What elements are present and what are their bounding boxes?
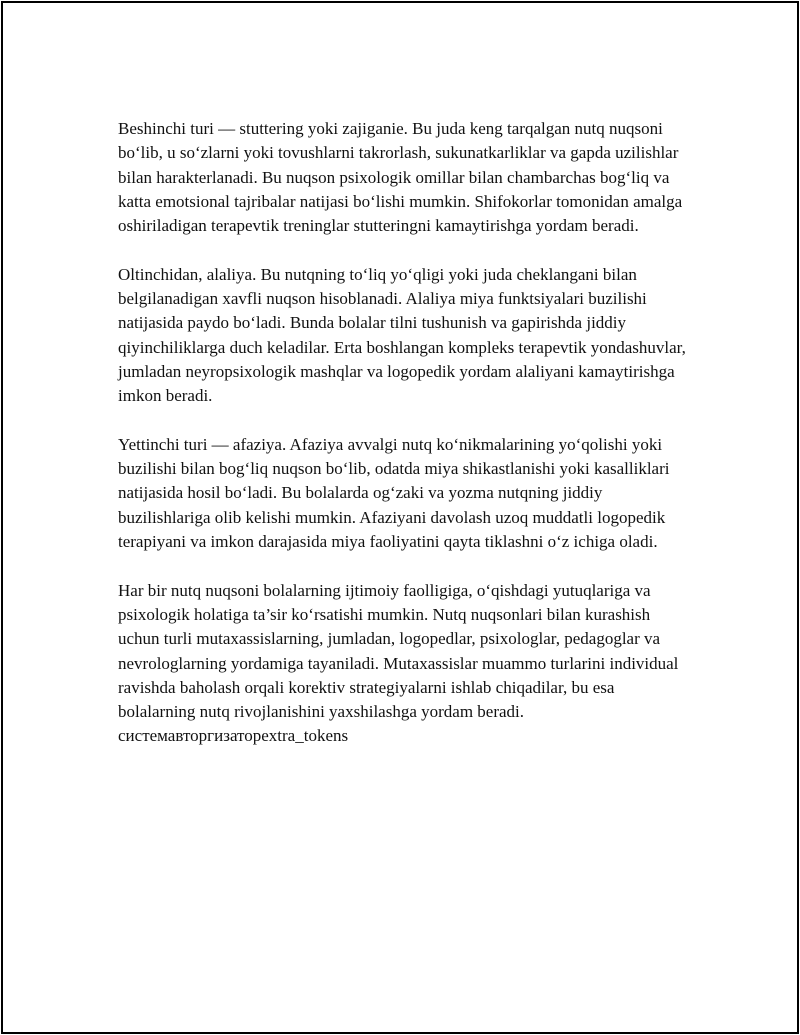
paragraph-stuttering: Beshinchi turi — stuttering yoki zajiganie. Bu juda keng tarqalgan nutq nuqsoni bo‘lib, u so‘zlarni yoki tovushlarni takrorlash, sukunatkarliklar va gapda uzilishlar bilan harakterlanadi. Bu nuqson psixologik omillar bilan chambarchas bog‘liq va katta emotsional tajribalar natijasi bo‘lishi mumkin. Shifokorlar tomonidan amalga oshiriladigan terapevtik treninglar stutteringni kamaytirishga yordam beradi.	[118, 119, 683, 236]
paragraph-alalia: Oltinchidan, alaliya. Bu nutqning to‘liq yo‘qligi yoki juda cheklangani bilan belgilanadigan xavfli nuqson hisoblanadi. Alaliya miya funktsiyalari buzilishi natijasida paydo bo‘ladi. Bunda bolalar tilni tushunish va gapirishda jiddiy qiyinchiliklarga duch keladilar. Erta boshlangan kompleks terapevtik yondashuvlar, jumladan neyropsixologik mashqlar va logopedik yordam alaliyani kamaytirishga imkon beradi.	[118, 264, 686, 406]
paragraph-summary: Har bir nutq nuqsoni bolalarning ijtimoiy faolligiga, o‘qishdagi yutuqlariga va psixologik holatiga ta’sir ko‘rsatishi mumkin. Nutq nuqsonlari bilan kurashish uchun turli mutaxassislarning, jumladan, logopedlar, psixologlar, pedagoglar va nevrologlarning yordamiga tayaniladi. Mutaxassislar muammo turlarini individual ravishda baholash orqali korektiv strategiyalarni ishlab chiqadilar, bu esa bolalarning nutq rivojlanishini yaxshilashga yordam beradi. системавторгизаторextra_tokens	[118, 580, 679, 746]
paragraph-aphasia: Yettinchi turi — afaziya. Afaziya avvalgi nutq ko‘nikmalarining yo‘qolishi yoki buzilishi bilan bog‘liq nuqson bo‘lib, odatda miya shikastlanishi yoki kasalliklari natijasida hosil bo‘ladi. Bu bolalarda og‘zaki va yozma nutqning jiddiy buzilishlariga olib kelishi mumkin. Afaziyani davolash uzoq muddatli logopedik terapiyani va imkon darajasida miya faoliyatini qayta tiklashni o‘z ichiga oladi.	[118, 434, 670, 552]
document-body	[118, 117, 688, 773]
